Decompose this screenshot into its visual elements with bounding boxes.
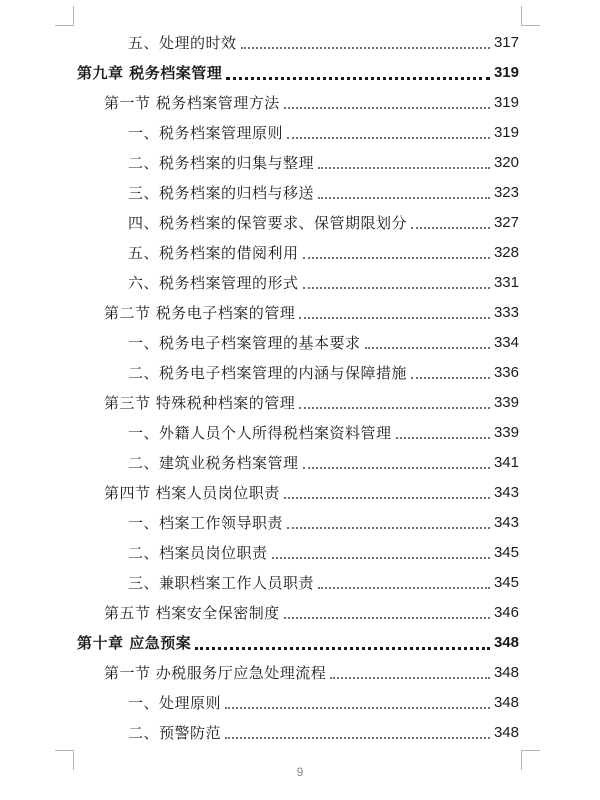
toc-entry-title: 第二节 税务电子档案的管理 xyxy=(104,304,296,322)
crop-mark-bottom-left-horizontal xyxy=(55,750,74,751)
toc-entry[interactable] xyxy=(0,328,600,358)
crop-mark-top-right-horizontal xyxy=(521,25,540,26)
toc-section-entry[interactable] xyxy=(0,388,600,418)
toc-entry-page: 345 xyxy=(493,574,519,591)
toc-entry[interactable] xyxy=(0,208,600,238)
toc-entry-page: 334 xyxy=(493,334,519,351)
toc-entry-title: 一、档案工作领导职责 xyxy=(128,514,284,532)
toc-entry-page: 319 xyxy=(493,94,519,111)
toc-dot-leader xyxy=(299,407,490,409)
toc-entry[interactable] xyxy=(0,118,600,148)
toc-dot-leader xyxy=(284,497,490,499)
toc-dot-leader xyxy=(318,167,490,169)
toc-entry-page: 327 xyxy=(493,214,519,231)
toc-dot-leader xyxy=(411,377,490,379)
toc-entry-page: 341 xyxy=(493,454,519,471)
toc-entry-page: 348 xyxy=(493,634,519,651)
toc-entry-title: 二、税务电子档案管理的内涵与保障措施 xyxy=(128,364,408,382)
toc-entry-page: 348 xyxy=(493,724,519,741)
toc-entry-title: 五、税务档案的借阅利用 xyxy=(128,244,299,262)
toc-entry-title: 一、外籍人员个人所得税档案资料管理 xyxy=(128,424,392,442)
toc-chapter-entry[interactable] xyxy=(0,628,600,658)
toc-entry-page: 336 xyxy=(493,364,519,381)
toc-entry-page: 345 xyxy=(493,544,519,561)
toc-entry-title: 第九章 税务档案管理 xyxy=(77,64,223,82)
toc-entry-title: 三、税务档案的归档与移送 xyxy=(128,184,315,202)
toc-entry-page: 348 xyxy=(493,664,519,681)
toc-entry-title: 一、税务档案管理原则 xyxy=(128,124,284,142)
toc-entry-title: 第十章 应急预案 xyxy=(77,634,192,652)
toc-dot-leader xyxy=(284,617,490,619)
toc-dot-leader xyxy=(396,437,490,439)
toc-entry-page: 328 xyxy=(493,244,519,261)
toc-dot-leader xyxy=(284,107,490,109)
toc-entry-page: 348 xyxy=(493,694,519,711)
toc-entry-page: 323 xyxy=(493,184,519,201)
toc-entry[interactable] xyxy=(0,148,600,178)
toc-entry-page: 339 xyxy=(493,394,519,411)
page-number: 9 xyxy=(296,765,304,779)
toc-dot-leader xyxy=(226,77,490,80)
toc-entry-title: 第五节 档案安全保密制度 xyxy=(104,604,280,622)
crop-mark-top-left-vertical xyxy=(73,6,74,26)
toc-dot-leader xyxy=(287,137,490,139)
toc-dot-leader xyxy=(318,197,490,199)
toc-entry[interactable] xyxy=(0,718,600,748)
toc-entry[interactable] xyxy=(0,28,600,58)
toc-entry-title: 第三节 特殊税种档案的管理 xyxy=(104,394,296,412)
toc-entry[interactable] xyxy=(0,448,600,478)
toc-entry-page: 331 xyxy=(493,274,519,291)
toc-entry-page: 333 xyxy=(493,304,519,321)
toc-dot-leader xyxy=(303,257,490,259)
toc-dot-leader xyxy=(330,677,490,679)
toc-chapter-entry[interactable] xyxy=(0,58,600,88)
toc-entry[interactable] xyxy=(0,538,600,568)
crop-mark-top-right-vertical xyxy=(521,6,522,26)
toc-entry[interactable] xyxy=(0,568,600,598)
toc-entry[interactable] xyxy=(0,508,600,538)
toc-dot-leader xyxy=(303,467,490,469)
toc-dot-leader xyxy=(299,317,490,319)
toc-entry-title: 三、兼职档案工作人员职责 xyxy=(128,574,315,592)
toc-entry[interactable] xyxy=(0,238,600,268)
toc-entry-title: 六、税务档案管理的形式 xyxy=(128,274,299,292)
toc-entry-page: 343 xyxy=(493,484,519,501)
toc-entry-page: 320 xyxy=(493,154,519,171)
toc-dot-leader xyxy=(195,647,490,650)
crop-mark-top-left-horizontal xyxy=(55,25,74,26)
toc-dot-leader xyxy=(318,587,490,589)
toc-entry-title: 二、档案员岗位职责 xyxy=(128,544,268,562)
toc-entry-title: 四、税务档案的保管要求、保管期限划分 xyxy=(128,214,408,232)
toc-entry-title: 第一节 办税服务厅应急处理流程 xyxy=(104,664,327,682)
toc-entry-title: 一、税务电子档案管理的基本要求 xyxy=(128,334,361,352)
table-of-contents xyxy=(0,28,600,748)
toc-entry-page: 319 xyxy=(493,124,519,141)
crop-mark-bottom-right-horizontal xyxy=(521,750,540,751)
toc-entry[interactable] xyxy=(0,688,600,718)
toc-entry-page: 319 xyxy=(493,64,519,81)
toc-dot-leader xyxy=(287,527,490,529)
toc-entry-title: 一、处理原则 xyxy=(128,694,222,712)
toc-entry-title: 二、税务档案的归集与整理 xyxy=(128,154,315,172)
toc-section-entry[interactable] xyxy=(0,598,600,628)
toc-dot-leader xyxy=(365,347,490,349)
toc-dot-leader xyxy=(411,227,490,229)
toc-dot-leader xyxy=(303,287,490,289)
toc-entry-page: 339 xyxy=(493,424,519,441)
toc-entry-title: 五、处理的时效 xyxy=(128,34,237,52)
toc-entry-page: 346 xyxy=(493,604,519,621)
toc-section-entry[interactable] xyxy=(0,658,600,688)
toc-dot-leader xyxy=(225,707,490,709)
toc-dot-leader xyxy=(272,557,490,559)
toc-dot-leader xyxy=(241,47,490,49)
toc-section-entry[interactable] xyxy=(0,478,600,508)
toc-entry[interactable] xyxy=(0,418,600,448)
toc-section-entry[interactable] xyxy=(0,298,600,328)
toc-entry[interactable] xyxy=(0,268,600,298)
toc-entry-title: 二、建筑业税务档案管理 xyxy=(128,454,299,472)
toc-entry[interactable] xyxy=(0,358,600,388)
toc-entry-title: 二、预警防范 xyxy=(128,724,222,742)
toc-entry-page: 343 xyxy=(493,514,519,531)
toc-section-entry[interactable] xyxy=(0,88,600,118)
toc-entry-title: 第四节 档案人员岗位职责 xyxy=(104,484,280,502)
toc-entry-page: 317 xyxy=(493,34,519,51)
toc-entry-title: 第一节 税务档案管理方法 xyxy=(104,94,280,112)
toc-entry[interactable] xyxy=(0,178,600,208)
toc-dot-leader xyxy=(225,737,490,739)
